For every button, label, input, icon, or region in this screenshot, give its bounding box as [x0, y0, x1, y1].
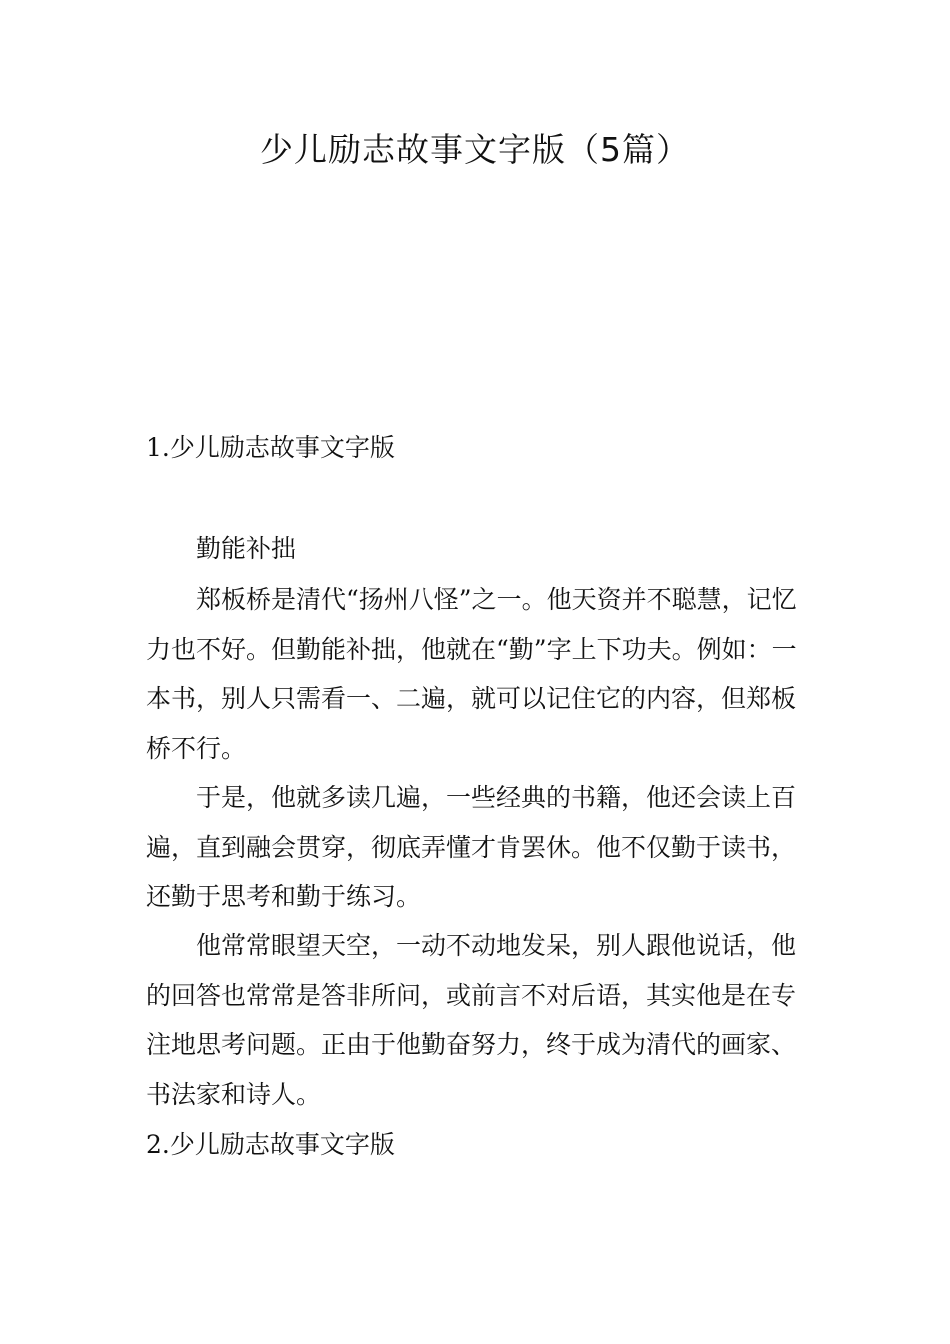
paragraph-2: 于是，他就多读几遍，一些经典的书籍，他还会读上百遍，直到融会贯穿，彻底弄懂才肯罢休。他不仅勤于读书，还勤于思考和勤于练习。	[146, 783, 797, 911]
section-heading-1: 1.少儿励志故事文字版	[146, 433, 395, 462]
story-title: 勤能补拙	[196, 534, 297, 563]
paragraph-3: 他常常眼望天空，一动不动地发呆，别人跟他说话，他的回答也常常是答非所问，或前言不对后语，其实他是在专注地思考问题。正由于他勤奋努力，终于成为清代的画家、书法家和诗人。	[146, 931, 797, 1109]
page-title: 少儿励志故事文字版（5篇）	[260, 130, 690, 169]
paragraph-1: 郑板桥是清代“扬州八怪”之一。他天资并不聪慧，记忆力也不好。但勤能补拙，他就在“勤”字上下功夫。例如：一本书，别人只需看一、二遍，就可以记住它的内容，但郑板桥不行。	[146, 585, 797, 763]
section-heading-2: 2.少儿励志故事文字版	[146, 1130, 395, 1159]
